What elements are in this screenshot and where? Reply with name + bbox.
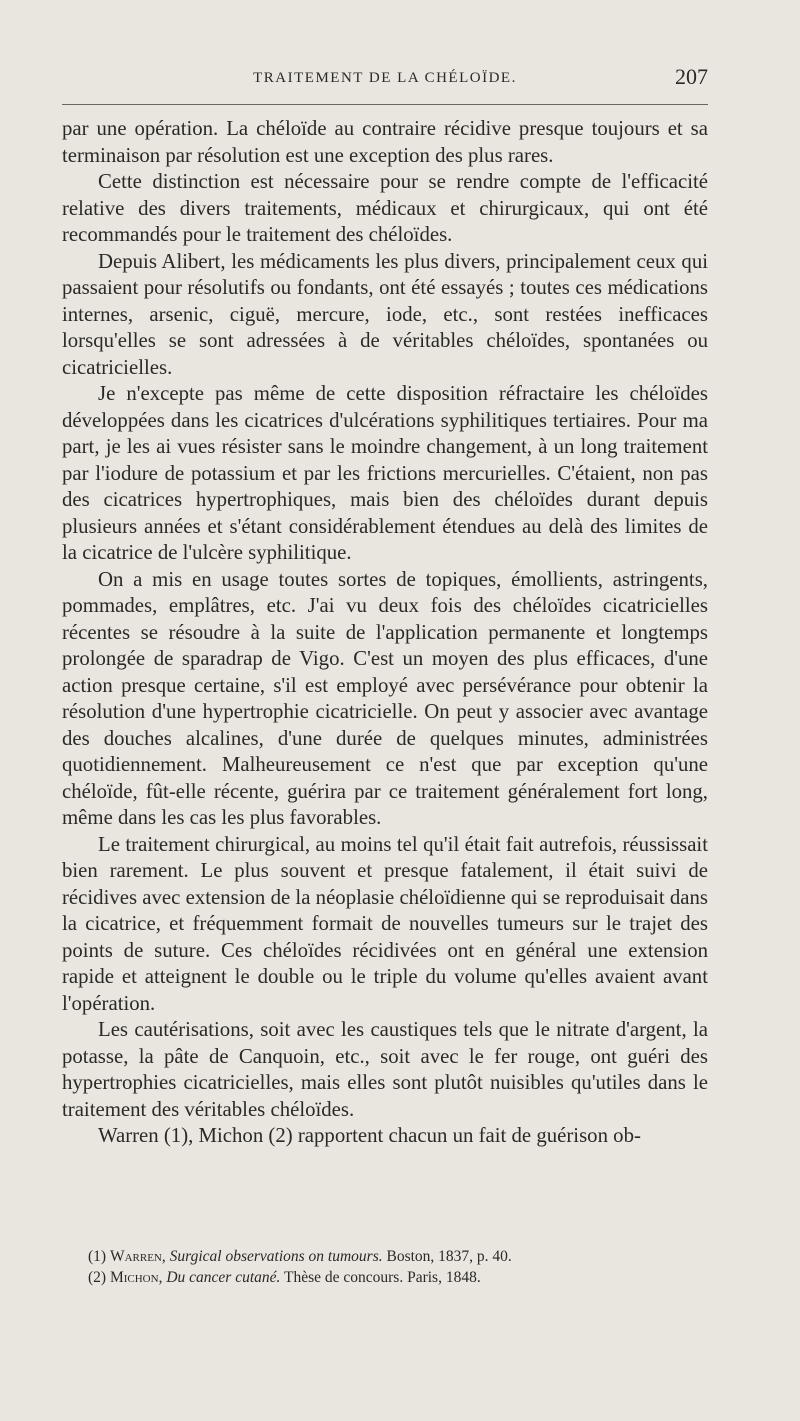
paragraph: Les cautérisations, soit avec les caustiques tels que le nitrate d'argent, la potasse, la pâte de Canquoin, etc., soit avec le fer rouge, ont guéri des hypertrophies cicatricielles, mais elles sont plutôt nuisibles qu'utiles dans le traitement des véritables chéloïdes. (62, 1018, 708, 1121)
running-title: TRAITEMENT DE LA CHÉLOÏDE. (253, 70, 517, 86)
paragraph: Warren (1), Michon (2) rapportent chacun un fait de guérison ob- (98, 1124, 641, 1147)
footnote-marker: (2) (88, 1269, 107, 1286)
paragraph: On a mis en usage toutes sortes de topiques, émollients, astringents, pommades, emplâtres, etc. J'ai vu deux fois des chéloïdes cicatricielles récentes se résoudre à la suite de l'application permanente et longtemps prolongée de sparadrap de Vigo. C'est un moyen des plus efficaces, d'une action presque certaine, s'il est employé avec persévérance pour obtenir la résolution d'une hypertrophie cicatricielle. On peut y associer avec avantage des douches alcalines, d'une durée de quelques minutes, administrées quotidiennement. Malheureusement ce n'est que par exception qu'une chéloïde, fût-elle récente, guérira par ce traitement généralement fort long, même dans les cas les plus favorables. (62, 567, 708, 829)
paragraph: Le traitement chirurgical, au moins tel qu'il était fait autrefois, réussissait bien rarement. Le plus souvent et presque fatalement, il était suivi de récidives avec extension de la néoplasie chéloïdienne qui se reproduisait dans la cicatrice, et fréquemment formait de nouvelles tumeurs sur le trajet des points de suture. Ces chéloïdes récidivées ont en général une extension rapide et atteignent le double ou le triple du volume qu'elles avaient avant l'opération. (62, 832, 708, 1015)
footnote-details: Boston, 1837, p. 40. (386, 1248, 512, 1265)
footnote (62, 1246, 708, 1267)
body-text (62, 116, 708, 1150)
header-rule (62, 104, 708, 105)
running-head (62, 64, 708, 90)
footnote-title: Du cancer cutané. (166, 1269, 281, 1286)
footnote (62, 1267, 708, 1288)
paragraph: Depuis Alibert, les médicaments les plus divers, principalement ceux qui passaient pour résolutifs ou fondants, ont été essayés ; toutes ces médications internes, arsenic, ciguë, mercure, iode, etc., sont restées inefficaces lorsqu'elles se sont adressées à de véritables chéloïdes, spontanées ou cicatricielles. (62, 249, 708, 379)
footnote-author: Michon, (109, 1269, 163, 1286)
footnote-author: Warren, (109, 1248, 166, 1265)
footnote-title: Surgical observations on tumours. (169, 1248, 383, 1265)
footnote-marker: (1) (88, 1248, 107, 1265)
paragraph: Cette distinction est nécessaire pour se rendre compte de l'efficacité relative des divers traitements, médicaux et chirurgicaux, qui ont été recommandés pour le traitement des chéloïdes. (62, 170, 708, 246)
paragraph: par une opération. La chéloïde au contraire récidive presque toujours et sa terminaison par résolution est une exception des plus rares. (62, 117, 708, 167)
footnote-details: Thèse de concours. Paris, 1848. (284, 1269, 481, 1286)
page-number: 207 (675, 64, 708, 89)
paragraph: Je n'excepte pas même de cette disposition réfractaire les chéloïdes développées dans les cicatrices d'ulcérations syphilitiques tertiaires. Pour ma part, je les ai vues résister sans le moindre changement, à un long traitement par l'iodure de potassium et par les frictions mercurielles. C'étaient, non pas des cicatrices hypertrophiques, mais bien des chéloïdes durant depuis plusieurs années et s'étant considérablement étendues au delà des limites de la cicatrice de l'ulcère syphilitique. (62, 382, 708, 564)
footnotes (62, 1246, 708, 1288)
